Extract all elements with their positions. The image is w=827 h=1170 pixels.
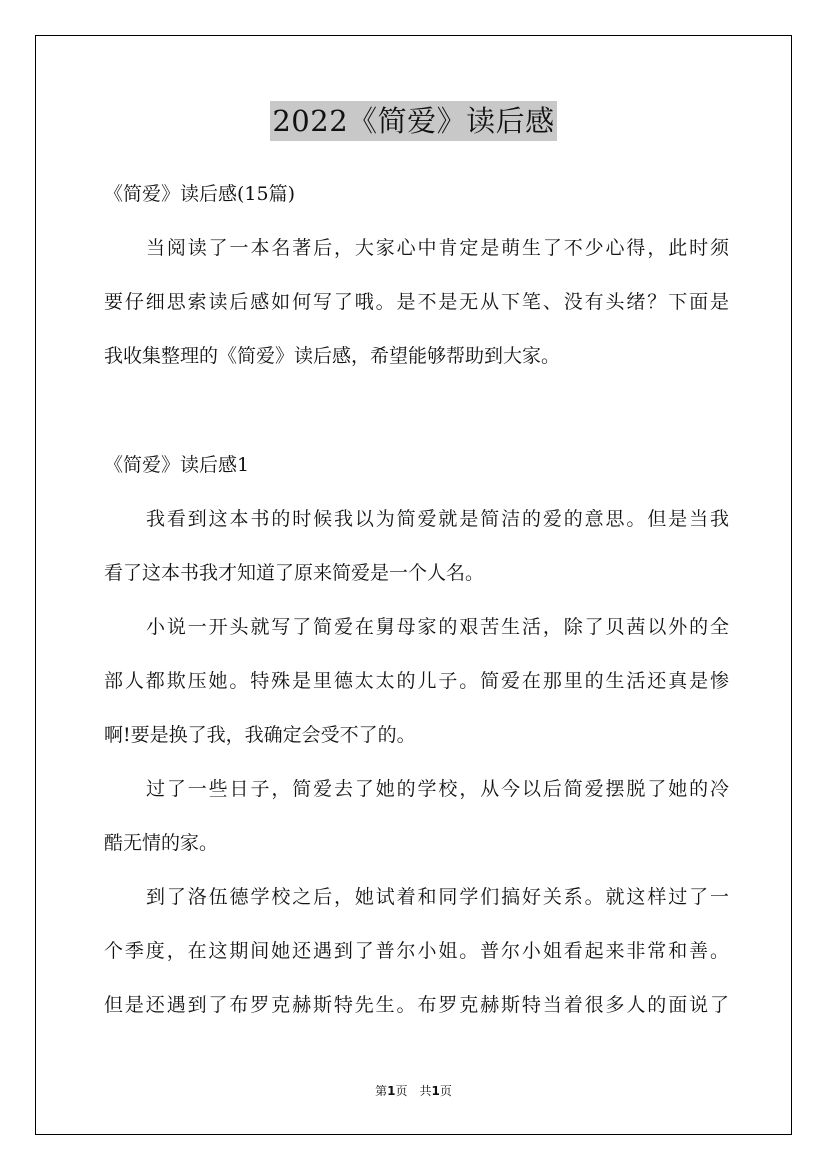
paragraph-line: 当阅读了一本名著后，大家心中肯定是萌生了不少心得，此时须 [146,237,729,259]
paragraph-line: 但是还遇到了布罗克赫斯特先生。布罗克赫斯特当着很多人的面说了 [104,994,729,1016]
paragraph-line: 啊!要是换了我，我确定会受不了的。 [104,724,416,746]
paragraph-line: 酷无情的家。 [104,832,219,854]
footer-total-pages: 1 [431,1084,440,1098]
footer-page-number: 1 [387,1084,396,1098]
title-container [0,101,827,141]
paragraph-line: 部人都欺压她。特殊是里德太太的儿子。简爱在那里的生活还真是惨 [104,670,729,692]
paragraph-line: 个季度，在这期间她还遇到了普尔小姐。普尔小姐看起来非常和善。 [104,940,729,962]
section-heading: 《简爱》读后感1 [104,454,250,476]
paragraph-line: 我收集整理的《简爱》读后感，希望能够帮助到大家。 [104,345,561,367]
paragraph-line: 到了洛伍德学校之后，她试着和同学们搞好关系。就这样过了一 [146,886,729,908]
footer-page-prefix: 第 [375,1084,388,1098]
subtitle-line: 《简爱》读后感(15篇) [104,183,296,205]
paragraph-line: 要仔细思索读后感如何写了哦。是不是无从下笔、没有头绪？下面是 [104,291,729,313]
paragraph-line: 过了一些日子，简爱去了她的学校，从今以后简爱摆脱了她的冷 [146,778,729,800]
paragraph-line: 小说一开头就写了简爱在舅母家的艰苦生活，除了贝茜以外的全 [146,616,729,638]
footer-page-mid: 页 共 [395,1084,432,1098]
document-title: 2022《简爱》读后感 [270,101,556,141]
paragraph-line: 我看到这本书的时候我以为简爱就是简洁的爱的意思。但是当我 [146,508,729,530]
page-footer [0,1083,827,1099]
footer-page-suffix: 页 [439,1084,452,1098]
paragraph-line: 看了这本书我才知道了原来简爱是一个人名。 [104,562,485,584]
